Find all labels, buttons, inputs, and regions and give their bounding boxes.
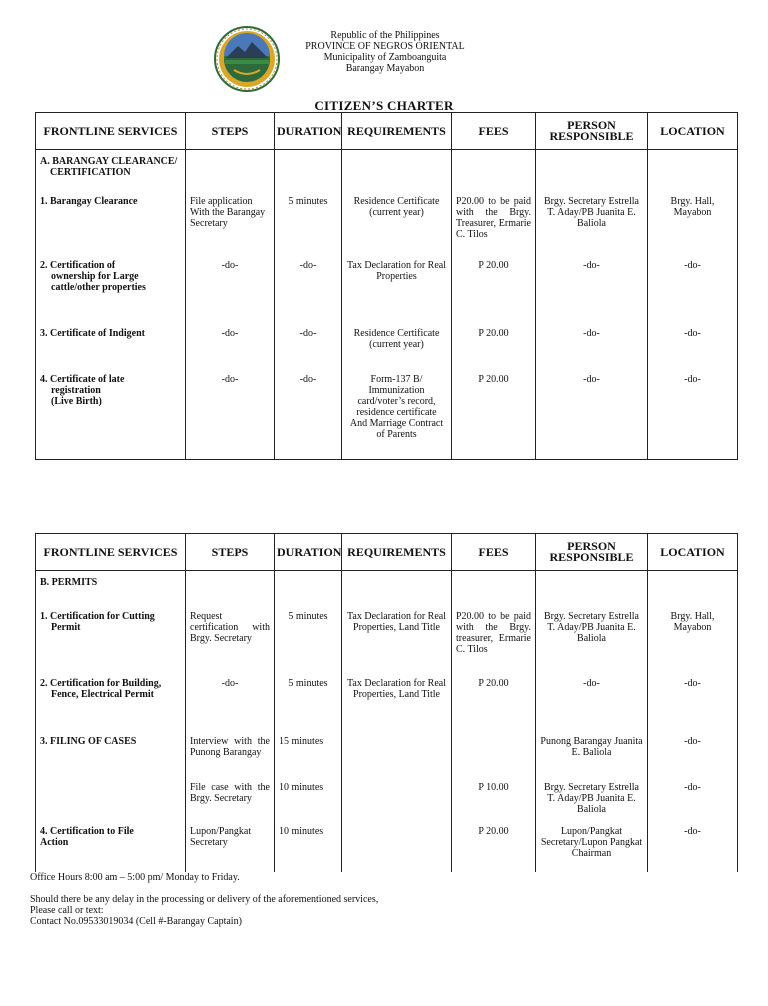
requirement-line: residence certificate: [356, 406, 437, 418]
fees-cell: P20.00 to be paid with the Brgy. treasurer, Ermarie C. Tilos: [452, 611, 536, 678]
person-cell: Lupon/Pangkat Secretary/Lupon Pangkat Chairman: [536, 826, 648, 872]
col-services-header: FRONTLINE SERVICES: [36, 534, 186, 571]
location-cell: -do-: [648, 826, 738, 872]
requirement-line: And Marriage Contract: [349, 417, 444, 429]
col-person-header-line2: RESPONSIBLE: [549, 550, 634, 564]
service-name-line: 4. Certification to File: [40, 825, 134, 837]
person-cell: Punong Barangay Juanita E. Baliola: [536, 736, 648, 782]
requirement-line: Form-137 B/: [370, 373, 423, 385]
duration-cell: 10 minutes: [275, 826, 342, 872]
table-row: [36, 328, 738, 374]
section-a-title-line1: A. BARANGAY CLEARANCE/: [40, 156, 178, 167]
table-row: [36, 196, 738, 260]
location-cell: -do-: [648, 328, 738, 374]
section-a-title-line2: CERTIFICATION: [50, 167, 131, 178]
service-name-line: 2. Certification for Building,: [40, 677, 162, 689]
section-title-row: [36, 571, 738, 611]
service-name-line: Fence, Electrical Permit: [51, 688, 154, 700]
requirements-cell: Residence Certificate (current year): [342, 196, 452, 260]
steps-cell: Lupon/Pangkat Secretary: [186, 826, 275, 872]
steps-cell: File application With the Barangay Secretary: [186, 196, 275, 260]
fees-cell: P 20.00: [452, 678, 536, 736]
col-person-header-line2: RESPONSIBLE: [549, 129, 634, 143]
requirements-cell: [342, 826, 452, 872]
location-cell: -do-: [648, 736, 738, 782]
section-title-row: [36, 150, 738, 196]
col-requirements-header: REQUIREMENTS: [342, 113, 452, 150]
fees-cell: P20.00 to be paid with the Brgy. Treasurer, Ermarie C. Tilos: [452, 196, 536, 260]
service-name-line: Permit: [51, 621, 81, 633]
charter-table-b: [35, 533, 738, 872]
service-name-line: 4. Certificate of late: [40, 373, 125, 385]
section-b-title: B. PERMITS: [40, 577, 98, 588]
table-row: [36, 736, 738, 782]
requirements-cell: Tax Declaration for Real Properties, Land Title: [342, 611, 452, 678]
person-cell: -do-: [536, 678, 648, 736]
requirement-line: card/voter’s record,: [357, 395, 436, 407]
barangay-seal-logo: [214, 26, 280, 92]
person-cell: Brgy. Secretary Estrella T. Aday/PB Juanita E. Baliola: [536, 782, 648, 826]
steps-cell: -do-: [186, 328, 275, 374]
letterhead-municipality: Municipality of Zamboanguita: [323, 52, 447, 63]
fees-cell: P 10.00: [452, 782, 536, 826]
call-instruction: Please call or text:: [30, 905, 104, 916]
service-name: [36, 826, 186, 872]
steps-cell: -do-: [186, 678, 275, 736]
duration-cell: 10 minutes: [275, 782, 342, 826]
duration-cell: -do-: [275, 328, 342, 374]
service-name-line: (Live Birth): [51, 395, 102, 407]
service-name-line: 2. Certification of: [40, 259, 116, 271]
col-fees-header: FEES: [452, 534, 536, 571]
service-name: [36, 374, 186, 460]
requirements-cell: [342, 736, 452, 782]
requirement-line: of Parents: [376, 428, 417, 440]
table-a-header-row: [36, 113, 738, 150]
service-name: [36, 260, 186, 328]
col-duration-header: DURATION: [275, 534, 342, 571]
col-location-header: LOCATION: [648, 113, 738, 150]
requirement-line: Immunization: [368, 384, 425, 396]
office-hours: Office Hours 8:00 am – 5:00 pm/ Monday to Friday.: [30, 872, 240, 883]
fees-cell: P 20.00: [452, 374, 536, 460]
requirements-cell: [342, 782, 452, 826]
person-cell: Brgy. Secretary Estrella T. Aday/PB Juanita E. Baliola: [536, 611, 648, 678]
requirements-cell: [342, 374, 452, 460]
letterhead: [290, 30, 480, 74]
location-cell: Brgy. Hall, Mayabon: [648, 611, 738, 678]
col-person-header-line1: PERSON: [567, 118, 616, 132]
page-title: CITIZEN’S CHARTER: [314, 98, 454, 113]
letterhead-republic: Republic of the Philippines: [330, 30, 440, 41]
duration-cell: 15 minutes: [275, 736, 342, 782]
duration-cell: -do-: [275, 374, 342, 460]
col-steps-header: STEPS: [186, 113, 275, 150]
col-steps-header: STEPS: [186, 534, 275, 571]
steps-cell: Request certification with Brgy. Secretary: [186, 611, 275, 678]
table-row: [36, 374, 738, 460]
location-cell: Brgy. Hall, Mayabon: [648, 196, 738, 260]
fees-cell: P 20.00: [452, 260, 536, 328]
service-name-line: registration: [51, 384, 101, 396]
steps-cell: -do-: [186, 260, 275, 328]
table-row: [36, 611, 738, 678]
service-name: [36, 782, 186, 826]
service-name-line: ownership for Large: [51, 270, 139, 282]
fees-cell: P 20.00: [452, 328, 536, 374]
table-b-header-row: [36, 534, 738, 571]
footer-notes: [30, 872, 378, 927]
col-person-header-line1: PERSON: [567, 539, 616, 553]
duration-cell: -do-: [275, 260, 342, 328]
col-location-header: LOCATION: [648, 534, 738, 571]
location-cell: -do-: [648, 678, 738, 736]
col-person-header: [536, 113, 648, 150]
letterhead-barangay: Barangay Mayabon: [345, 63, 425, 74]
person-cell: -do-: [536, 374, 648, 460]
col-requirements-header: REQUIREMENTS: [342, 534, 452, 571]
person-cell: -do-: [536, 260, 648, 328]
duration-cell: 5 minutes: [275, 611, 342, 678]
col-services-header: FRONTLINE SERVICES: [36, 113, 186, 150]
location-cell: -do-: [648, 782, 738, 826]
steps-cell: -do-: [186, 374, 275, 460]
fees-cell: P 20.00: [452, 826, 536, 872]
table-row: [36, 678, 738, 736]
service-name-line: cattle/other properties: [51, 281, 146, 293]
section-a-title: [36, 150, 186, 196]
charter-table-a: [35, 112, 738, 460]
steps-cell: Interview with the Punong Barangay: [186, 736, 275, 782]
service-name: 3. FILING OF CASES: [40, 735, 137, 747]
person-cell: -do-: [536, 328, 648, 374]
col-duration-header: DURATION: [275, 113, 342, 150]
duration-cell: 5 minutes: [275, 678, 342, 736]
col-person-header: [536, 534, 648, 571]
fees-cell: [452, 736, 536, 782]
service-name: 1. Barangay Clearance: [40, 195, 138, 207]
delay-notice: Should there be any delay in the processing or delivery of the aforementioned services,: [30, 894, 379, 905]
requirements-cell: Residence Certificate (current year): [342, 328, 452, 374]
service-name: 3. Certificate of Indigent: [40, 327, 145, 339]
location-cell: -do-: [648, 374, 738, 460]
service-name: [36, 678, 186, 736]
service-name-line: 1. Certification for Cutting: [40, 610, 155, 622]
requirements-cell: Tax Declaration for Real Properties, Land Title: [342, 678, 452, 736]
contact-number: Contact No.09533019034 (Cell #-Barangay Captain): [30, 916, 242, 927]
col-fees-header: FEES: [452, 113, 536, 150]
service-name: [36, 611, 186, 678]
table-row: [36, 260, 738, 328]
letterhead-province: PROVINCE OF NEGROS ORIENTAL: [305, 41, 465, 52]
person-cell: Brgy. Secretary Estrella T. Aday/PB Juanita E. Baliola: [536, 196, 648, 260]
service-name-line: Action: [40, 836, 69, 848]
table-row: [36, 782, 738, 826]
location-cell: -do-: [648, 260, 738, 328]
table-row: [36, 826, 738, 872]
requirements-cell: Tax Declaration for Real Properties: [342, 260, 452, 328]
duration-cell: 5 minutes: [275, 196, 342, 260]
steps-cell: File case with the Brgy. Secretary: [186, 782, 275, 826]
